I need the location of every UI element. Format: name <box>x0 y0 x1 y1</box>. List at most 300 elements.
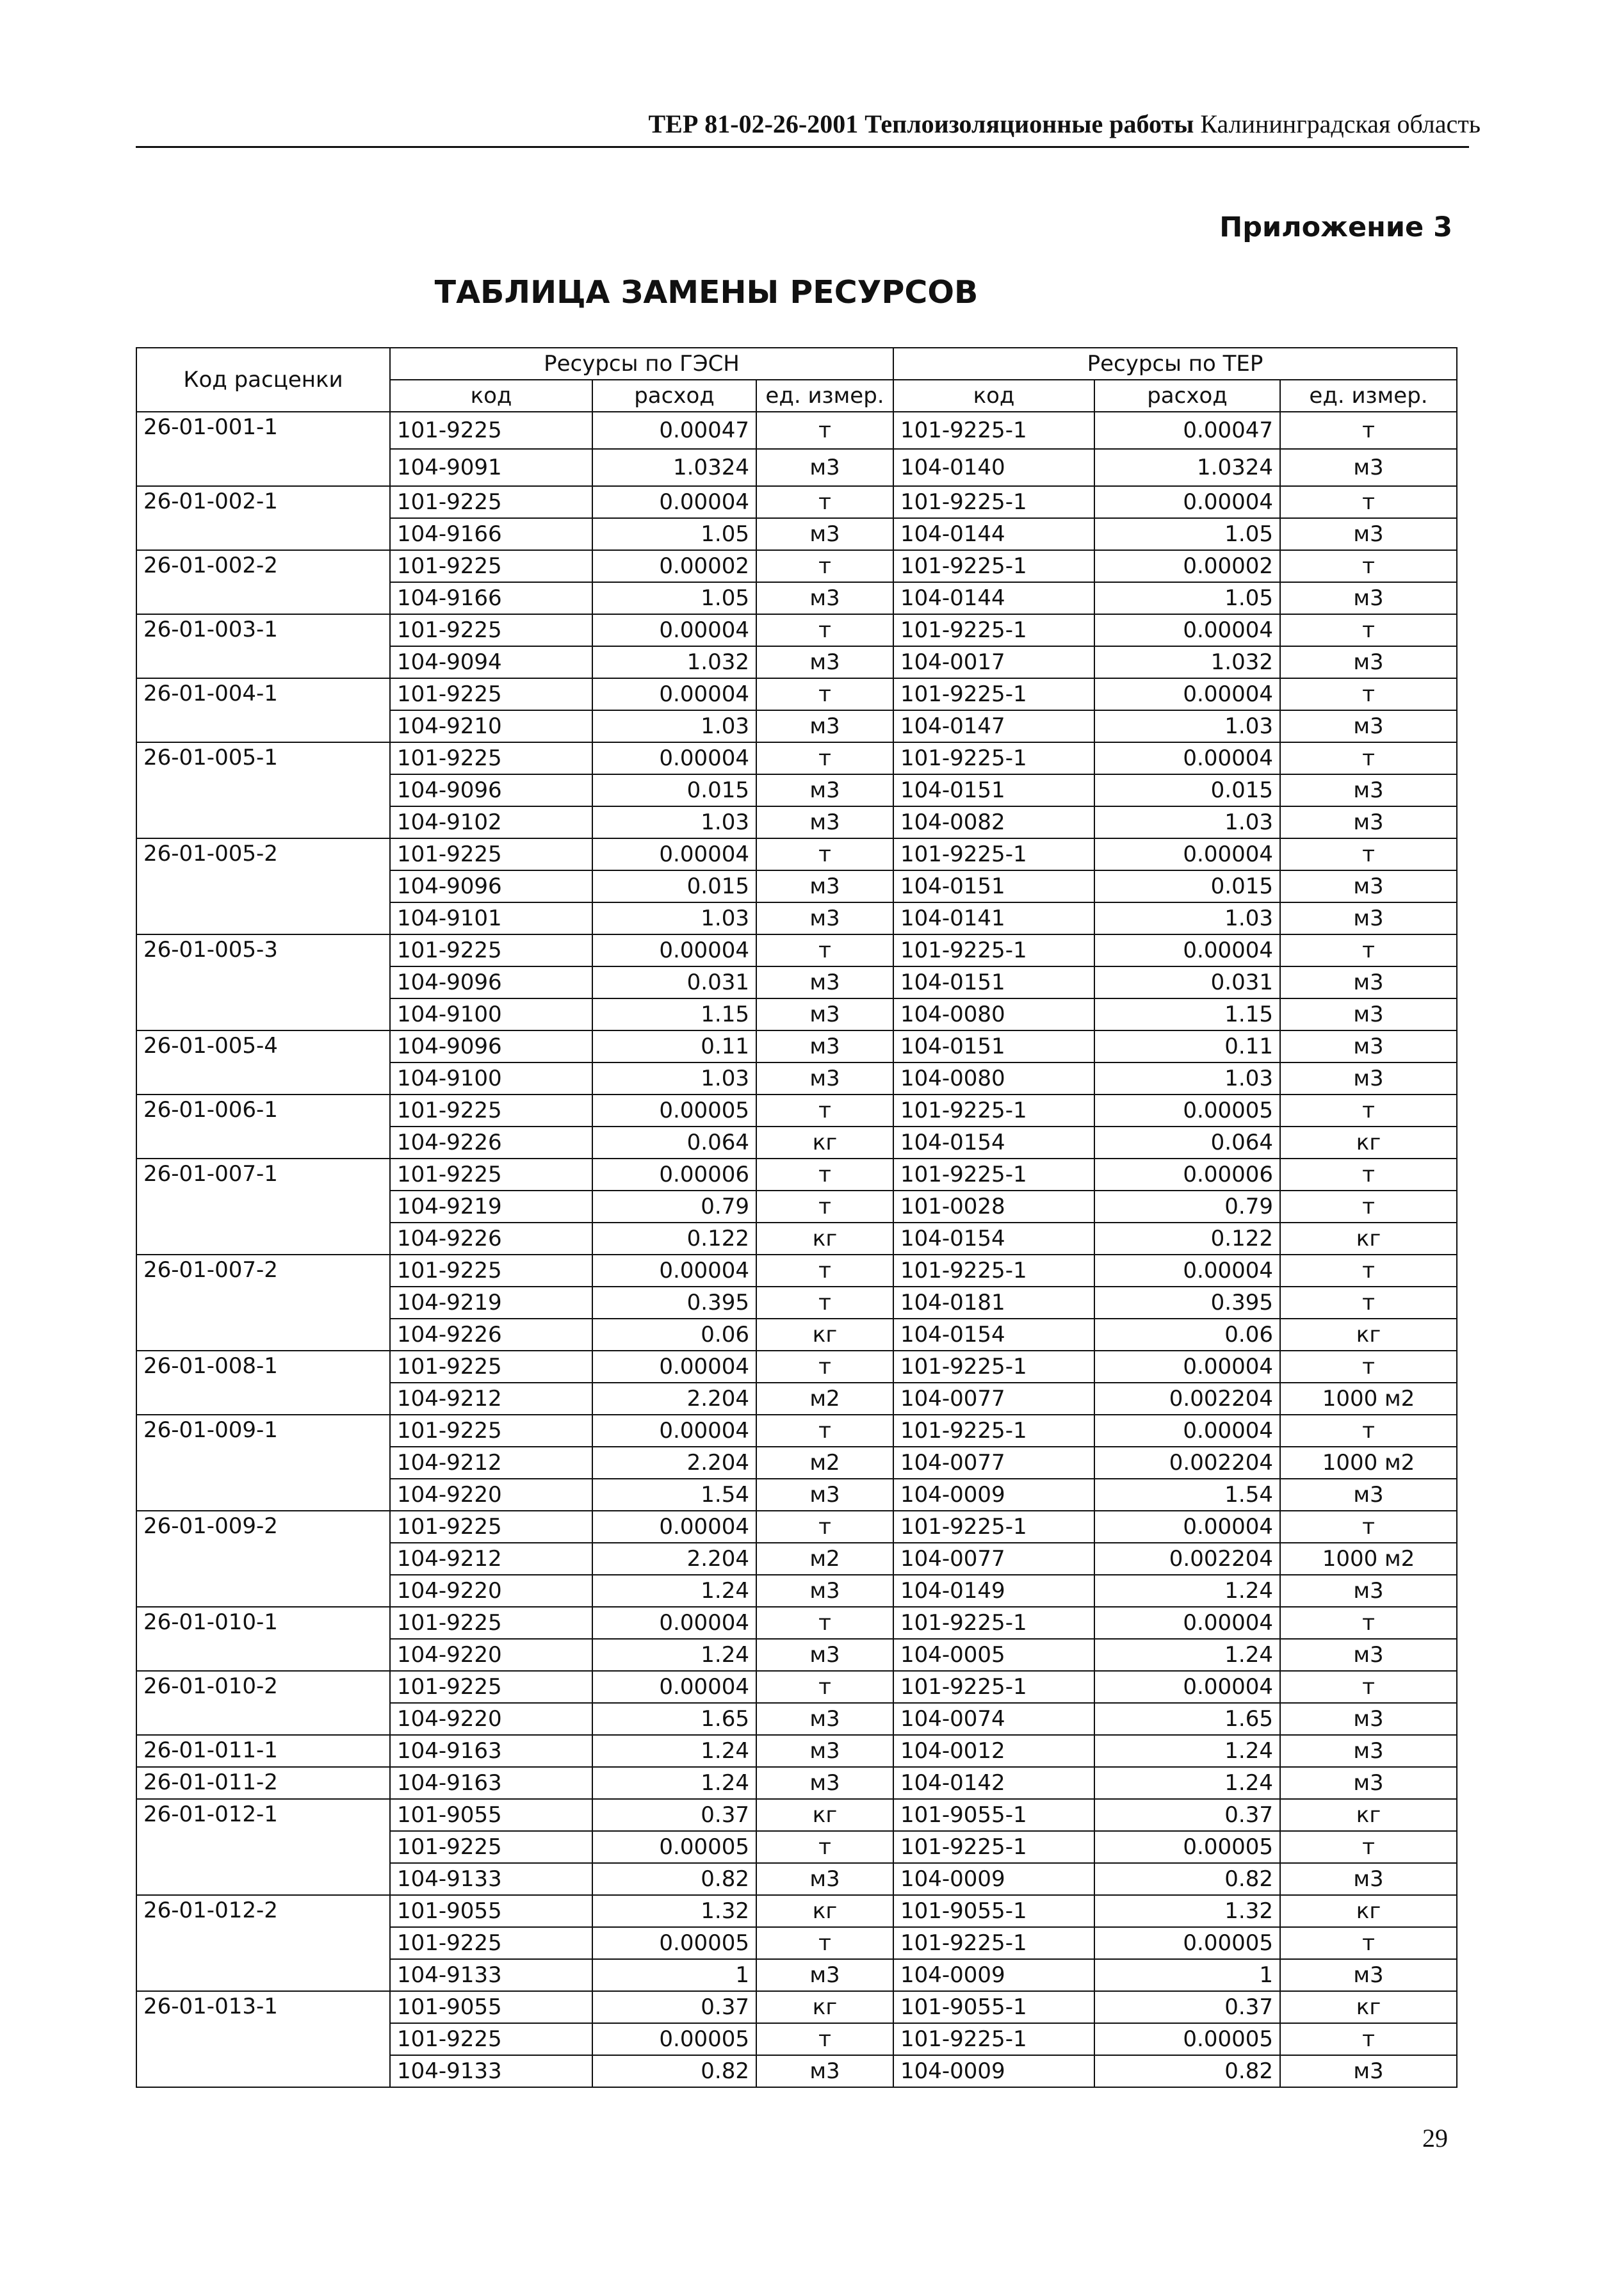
header-gesn-unit: ед. измер. <box>756 380 893 412</box>
gesn-qty-cell: 0.122 <box>592 1223 756 1255</box>
gesn-unit-cell: м3 <box>756 966 893 998</box>
ter-qty-cell: 1.15 <box>1094 998 1280 1030</box>
ter-unit-cell: м3 <box>1280 1703 1457 1735</box>
ter-unit-cell: т <box>1280 1511 1457 1543</box>
ter-qty-cell: 1 <box>1094 1959 1280 1991</box>
ter-code-cell: 101-9225-1 <box>893 412 1094 449</box>
gesn-unit-cell: м3 <box>756 582 893 614</box>
ter-unit-cell: т <box>1280 1191 1457 1223</box>
ter-qty-cell: 1.05 <box>1094 518 1280 550</box>
ter-unit-cell: т <box>1280 934 1457 966</box>
ter-unit-cell: м3 <box>1280 902 1457 934</box>
gesn-qty-cell: 1.15 <box>592 998 756 1030</box>
gesn-qty-cell: 0.00004 <box>592 1415 756 1447</box>
rate-code-cell: 26-01-011-1 <box>136 1735 390 1767</box>
table-row <box>136 486 1457 518</box>
ter-qty-cell: 0.002204 <box>1094 1543 1280 1575</box>
gesn-qty-cell: 0.00005 <box>592 1095 756 1127</box>
ter-unit-cell: м3 <box>1280 774 1457 806</box>
gesn-unit-cell: м3 <box>756 806 893 838</box>
gesn-code-cell: 104-9166 <box>390 582 592 614</box>
ter-unit-cell: м3 <box>1280 998 1457 1030</box>
ter-qty-cell: 0.00004 <box>1094 614 1280 646</box>
gesn-code-cell: 101-9225 <box>390 1511 592 1543</box>
ter-unit-cell: м3 <box>1280 966 1457 998</box>
ter-unit-cell: 1000 м2 <box>1280 1543 1457 1575</box>
gesn-unit-cell: м3 <box>756 870 893 902</box>
gesn-unit-cell: т <box>756 934 893 966</box>
ter-code-cell: 104-0151 <box>893 966 1094 998</box>
rate-code-cell: 26-01-003-1 <box>136 614 390 678</box>
gesn-qty-cell: 1.05 <box>592 518 756 550</box>
gesn-code-cell: 101-9225 <box>390 412 592 449</box>
ter-qty-cell: 0.002204 <box>1094 1447 1280 1479</box>
gesn-unit-cell: м3 <box>756 1735 893 1767</box>
rate-code-cell: 26-01-012-2 <box>136 1895 390 1991</box>
table-row <box>136 742 1457 774</box>
table-row <box>136 1511 1457 1543</box>
ter-code-cell: 101-9225-1 <box>893 678 1094 710</box>
gesn-code-cell: 104-9096 <box>390 870 592 902</box>
rate-code-cell: 26-01-005-4 <box>136 1030 390 1095</box>
gesn-qty-cell: 1.65 <box>592 1703 756 1735</box>
gesn-code-cell: 104-9219 <box>390 1191 592 1223</box>
ter-code-cell: 104-0151 <box>893 870 1094 902</box>
ter-code-cell: 104-0154 <box>893 1319 1094 1351</box>
ter-code-cell: 104-0077 <box>893 1543 1094 1575</box>
gesn-code-cell: 101-9225 <box>390 742 592 774</box>
ter-qty-cell: 1.65 <box>1094 1703 1280 1735</box>
ter-code-cell: 101-9055-1 <box>893 1895 1094 1927</box>
gesn-unit-cell: т <box>756 1671 893 1703</box>
gesn-unit-cell: м3 <box>756 710 893 742</box>
ter-unit-cell: кг <box>1280 1799 1457 1831</box>
ter-qty-cell: 1.03 <box>1094 806 1280 838</box>
gesn-qty-cell: 0.11 <box>592 1030 756 1062</box>
resource-replacement-table <box>136 347 1458 2088</box>
table-row <box>136 1415 1457 1447</box>
gesn-qty-cell: 0.00004 <box>592 934 756 966</box>
gesn-qty-cell: 1.54 <box>592 1479 756 1511</box>
gesn-unit-cell: т <box>756 550 893 582</box>
ter-unit-cell: кг <box>1280 1991 1457 2023</box>
gesn-unit-cell: м3 <box>756 1959 893 1991</box>
ter-qty-cell: 0.00004 <box>1094 1607 1280 1639</box>
ter-qty-cell: 1.24 <box>1094 1735 1280 1767</box>
gesn-qty-cell: 0.015 <box>592 870 756 902</box>
ter-code-cell: 104-0154 <box>893 1223 1094 1255</box>
gesn-code-cell: 101-9055 <box>390 1799 592 1831</box>
ter-code-cell: 104-0077 <box>893 1383 1094 1415</box>
gesn-code-cell: 101-9225 <box>390 1159 592 1191</box>
ter-code-cell: 101-9225-1 <box>893 1511 1094 1543</box>
gesn-code-cell: 101-9225 <box>390 1351 592 1383</box>
ter-code-cell: 101-0028 <box>893 1191 1094 1223</box>
gesn-qty-cell: 0.00005 <box>592 2023 756 2055</box>
ter-qty-cell: 0.00005 <box>1094 2023 1280 2055</box>
ter-qty-cell: 0.00005 <box>1094 1095 1280 1127</box>
gesn-unit-cell: кг <box>756 1223 893 1255</box>
ter-unit-cell: м3 <box>1280 806 1457 838</box>
header-rule <box>136 146 1469 148</box>
gesn-qty-cell: 0.37 <box>592 1991 756 2023</box>
ter-qty-cell: 0.82 <box>1094 1863 1280 1895</box>
ter-code-cell: 101-9225-1 <box>893 2023 1094 2055</box>
gesn-unit-cell: м3 <box>756 518 893 550</box>
ter-code-cell: 104-0009 <box>893 1479 1094 1511</box>
ter-qty-cell: 0.395 <box>1094 1287 1280 1319</box>
ter-unit-cell: м3 <box>1280 1062 1457 1095</box>
ter-code-cell: 101-9225-1 <box>893 1255 1094 1287</box>
gesn-unit-cell: м3 <box>756 1030 893 1062</box>
gesn-unit-cell: т <box>756 2023 893 2055</box>
rate-code-cell: 26-01-009-2 <box>136 1511 390 1607</box>
gesn-unit-cell: м3 <box>756 449 893 486</box>
gesn-unit-cell: м2 <box>756 1383 893 1415</box>
ter-unit-cell: т <box>1280 1671 1457 1703</box>
header-gesn-code: код <box>390 380 592 412</box>
gesn-unit-cell: т <box>756 1511 893 1543</box>
ter-qty-cell: 1.03 <box>1094 710 1280 742</box>
ter-unit-cell: кг <box>1280 1319 1457 1351</box>
ter-qty-cell: 0.00005 <box>1094 1831 1280 1863</box>
ter-unit-cell: т <box>1280 1415 1457 1447</box>
gesn-unit-cell: м3 <box>756 646 893 678</box>
gesn-qty-cell: 1 <box>592 1959 756 1991</box>
ter-qty-cell: 1.24 <box>1094 1639 1280 1671</box>
gesn-unit-cell: т <box>756 838 893 870</box>
gesn-qty-cell: 0.00004 <box>592 1351 756 1383</box>
table-row <box>136 1671 1457 1703</box>
ter-code-cell: 104-0080 <box>893 998 1094 1030</box>
ter-qty-cell: 0.00004 <box>1094 1255 1280 1287</box>
gesn-qty-cell: 1.03 <box>592 806 756 838</box>
table-row <box>136 550 1457 582</box>
ter-qty-cell: 1.24 <box>1094 1575 1280 1607</box>
ter-code-cell: 104-0077 <box>893 1447 1094 1479</box>
ter-unit-cell: т <box>1280 550 1457 582</box>
ter-code-cell: 104-0151 <box>893 1030 1094 1062</box>
gesn-unit-cell: м2 <box>756 1543 893 1575</box>
ter-code-cell: 101-9225-1 <box>893 1831 1094 1863</box>
ter-unit-cell: т <box>1280 742 1457 774</box>
ter-qty-cell: 0.37 <box>1094 1991 1280 2023</box>
gesn-unit-cell: т <box>756 614 893 646</box>
ter-qty-cell: 0.015 <box>1094 774 1280 806</box>
ter-code-cell: 104-0009 <box>893 1863 1094 1895</box>
ter-qty-cell: 0.00004 <box>1094 1511 1280 1543</box>
gesn-code-cell: 104-9163 <box>390 1735 592 1767</box>
ter-unit-cell: м3 <box>1280 1639 1457 1671</box>
gesn-code-cell: 104-9220 <box>390 1703 592 1735</box>
gesn-code-cell: 101-9225 <box>390 1671 592 1703</box>
gesn-code-cell: 104-9102 <box>390 806 592 838</box>
gesn-code-cell: 101-9225 <box>390 1927 592 1959</box>
gesn-unit-cell: м3 <box>756 1575 893 1607</box>
gesn-code-cell: 104-9100 <box>390 998 592 1030</box>
gesn-code-cell: 104-9091 <box>390 449 592 486</box>
table-row <box>136 1895 1457 1927</box>
gesn-qty-cell: 1.03 <box>592 902 756 934</box>
gesn-code-cell: 101-9225 <box>390 550 592 582</box>
ter-qty-cell: 0.11 <box>1094 1030 1280 1062</box>
gesn-unit-cell: м3 <box>756 1703 893 1735</box>
ter-qty-cell: 0.00004 <box>1094 1415 1280 1447</box>
ter-code-cell: 104-0142 <box>893 1767 1094 1799</box>
ter-code-cell: 104-0017 <box>893 646 1094 678</box>
table-row <box>136 838 1457 870</box>
ter-qty-cell: 1.24 <box>1094 1767 1280 1799</box>
ter-unit-cell: т <box>1280 486 1457 518</box>
rate-code-cell: 26-01-007-1 <box>136 1159 390 1255</box>
gesn-qty-cell: 2.204 <box>592 1383 756 1415</box>
page-number: 29 <box>1422 2124 1448 2153</box>
ter-unit-cell: т <box>1280 838 1457 870</box>
gesn-qty-cell: 0.00002 <box>592 550 756 582</box>
ter-unit-cell: м3 <box>1280 449 1457 486</box>
gesn-qty-cell: 0.395 <box>592 1287 756 1319</box>
gesn-code-cell: 101-9225 <box>390 1607 592 1639</box>
gesn-code-cell: 101-9055 <box>390 1991 592 2023</box>
ter-unit-cell: т <box>1280 1927 1457 1959</box>
gesn-code-cell: 104-9210 <box>390 710 592 742</box>
ter-code-cell: 101-9225-1 <box>893 1351 1094 1383</box>
ter-code-cell: 101-9225-1 <box>893 742 1094 774</box>
gesn-code-cell: 104-9096 <box>390 1030 592 1062</box>
gesn-qty-cell: 0.37 <box>592 1799 756 1831</box>
rate-code-cell: 26-01-013-1 <box>136 1991 390 2087</box>
gesn-qty-cell: 0.00004 <box>592 1607 756 1639</box>
rate-code-cell: 26-01-007-2 <box>136 1255 390 1351</box>
ter-qty-cell: 0.00004 <box>1094 838 1280 870</box>
header-doc-subject: Теплоизоляционные работы <box>865 110 1194 138</box>
ter-qty-cell: 1.03 <box>1094 902 1280 934</box>
gesn-unit-cell: т <box>756 1191 893 1223</box>
table-row <box>136 614 1457 646</box>
ter-code-cell: 104-0151 <box>893 774 1094 806</box>
gesn-qty-cell: 0.79 <box>592 1191 756 1223</box>
rate-code-cell: 26-01-005-3 <box>136 934 390 1030</box>
gesn-qty-cell: 2.204 <box>592 1447 756 1479</box>
gesn-code-cell: 101-9225 <box>390 486 592 518</box>
table-row <box>136 1767 1457 1799</box>
ter-code-cell: 104-0144 <box>893 582 1094 614</box>
ter-qty-cell: 0.00004 <box>1094 742 1280 774</box>
ter-unit-cell: м3 <box>1280 710 1457 742</box>
ter-qty-cell: 0.00004 <box>1094 486 1280 518</box>
gesn-code-cell: 104-9133 <box>390 1863 592 1895</box>
ter-qty-cell: 0.37 <box>1094 1799 1280 1831</box>
ter-qty-cell: 1.03 <box>1094 1062 1280 1095</box>
ter-unit-cell: т <box>1280 1255 1457 1287</box>
gesn-code-cell: 104-9133 <box>390 1959 592 1991</box>
gesn-code-cell: 101-9225 <box>390 1095 592 1127</box>
gesn-unit-cell: м2 <box>756 1447 893 1479</box>
table-row <box>136 1095 1457 1127</box>
ter-unit-cell: кг <box>1280 1223 1457 1255</box>
gesn-qty-cell: 0.00004 <box>592 1511 756 1543</box>
ter-qty-cell: 1.54 <box>1094 1479 1280 1511</box>
gesn-unit-cell: м3 <box>756 998 893 1030</box>
ter-unit-cell: м3 <box>1280 1479 1457 1511</box>
ter-code-cell: 104-0181 <box>893 1287 1094 1319</box>
ter-unit-cell: м3 <box>1280 582 1457 614</box>
ter-qty-cell: 0.00004 <box>1094 1671 1280 1703</box>
ter-unit-cell: м3 <box>1280 1735 1457 1767</box>
ter-code-cell: 101-9225-1 <box>893 1607 1094 1639</box>
ter-code-cell: 104-0012 <box>893 1735 1094 1767</box>
ter-code-cell: 104-0147 <box>893 710 1094 742</box>
rate-code-cell: 26-01-001-1 <box>136 412 390 486</box>
gesn-qty-cell: 1.05 <box>592 582 756 614</box>
ter-code-cell: 104-0009 <box>893 2055 1094 2087</box>
gesn-code-cell: 104-9100 <box>390 1062 592 1095</box>
header-ter-qty: расход <box>1094 380 1280 412</box>
gesn-qty-cell: 1.032 <box>592 646 756 678</box>
ter-code-cell: 101-9225-1 <box>893 550 1094 582</box>
gesn-qty-cell: 0.00004 <box>592 838 756 870</box>
gesn-qty-cell: 0.00005 <box>592 1831 756 1863</box>
ter-code-cell: 101-9225-1 <box>893 1095 1094 1127</box>
gesn-code-cell: 104-9226 <box>390 1319 592 1351</box>
header-doc-code: ТЕР 81-02-26-2001 <box>648 110 859 138</box>
ter-code-cell: 104-0082 <box>893 806 1094 838</box>
gesn-code-cell: 101-9225 <box>390 1415 592 1447</box>
gesn-code-cell: 101-9225 <box>390 614 592 646</box>
table-row <box>136 1735 1457 1767</box>
gesn-qty-cell: 1.0324 <box>592 449 756 486</box>
gesn-unit-cell: кг <box>756 1991 893 2023</box>
ter-unit-cell: м3 <box>1280 1767 1457 1799</box>
gesn-qty-cell: 0.015 <box>592 774 756 806</box>
gesn-qty-cell: 0.031 <box>592 966 756 998</box>
appendix-label: Приложение 3 <box>1219 211 1452 243</box>
ter-unit-cell: м3 <box>1280 2055 1457 2087</box>
gesn-unit-cell: м3 <box>756 902 893 934</box>
ter-code-cell: 101-9225-1 <box>893 486 1094 518</box>
ter-unit-cell: т <box>1280 1831 1457 1863</box>
gesn-unit-cell: т <box>756 1415 893 1447</box>
ter-unit-cell: т <box>1280 412 1457 449</box>
gesn-unit-cell: кг <box>756 1319 893 1351</box>
gesn-qty-cell: 1.03 <box>592 1062 756 1095</box>
rate-code-cell: 26-01-010-2 <box>136 1671 390 1735</box>
gesn-unit-cell: т <box>756 1287 893 1319</box>
ter-qty-cell: 0.79 <box>1094 1191 1280 1223</box>
ter-qty-cell: 0.00005 <box>1094 1927 1280 1959</box>
header-ter-unit: ед. измер. <box>1280 380 1457 412</box>
table-row <box>136 1607 1457 1639</box>
gesn-qty-cell: 0.00004 <box>592 678 756 710</box>
rate-code-cell: 26-01-011-2 <box>136 1767 390 1799</box>
ter-unit-cell: т <box>1280 2023 1457 2055</box>
gesn-code-cell: 101-9055 <box>390 1895 592 1927</box>
gesn-unit-cell: кг <box>756 1799 893 1831</box>
running-header <box>136 109 1481 139</box>
ter-qty-cell: 0.122 <box>1094 1223 1280 1255</box>
ter-code-cell: 104-0149 <box>893 1575 1094 1607</box>
gesn-unit-cell: т <box>756 1607 893 1639</box>
gesn-qty-cell: 0.82 <box>592 1863 756 1895</box>
gesn-code-cell: 104-9212 <box>390 1383 592 1415</box>
gesn-unit-cell: т <box>756 742 893 774</box>
gesn-unit-cell: м3 <box>756 1863 893 1895</box>
rate-code-cell: 26-01-008-1 <box>136 1351 390 1415</box>
table-row <box>136 1351 1457 1383</box>
table-body <box>136 412 1457 2087</box>
ter-unit-cell: м3 <box>1280 1575 1457 1607</box>
gesn-qty-cell: 1.24 <box>592 1735 756 1767</box>
gesn-qty-cell: 1.03 <box>592 710 756 742</box>
header-rate-code: Код расценки <box>136 348 390 412</box>
gesn-qty-cell: 1.24 <box>592 1767 756 1799</box>
ter-code-cell: 101-9225-1 <box>893 934 1094 966</box>
gesn-qty-cell: 0.00005 <box>592 1927 756 1959</box>
ter-code-cell: 101-9225-1 <box>893 1671 1094 1703</box>
rate-code-cell: 26-01-012-1 <box>136 1799 390 1895</box>
ter-unit-cell: м3 <box>1280 870 1457 902</box>
gesn-unit-cell: кг <box>756 1127 893 1159</box>
table-row <box>136 934 1457 966</box>
ter-unit-cell: т <box>1280 1287 1457 1319</box>
ter-unit-cell: 1000 м2 <box>1280 1383 1457 1415</box>
header-ter-code: код <box>893 380 1094 412</box>
gesn-qty-cell: 0.00004 <box>592 614 756 646</box>
ter-qty-cell: 0.00004 <box>1094 1351 1280 1383</box>
gesn-code-cell: 104-9220 <box>390 1479 592 1511</box>
ter-code-cell: 104-0154 <box>893 1127 1094 1159</box>
gesn-qty-cell: 0.00004 <box>592 742 756 774</box>
gesn-unit-cell: т <box>756 412 893 449</box>
rate-code-cell: 26-01-002-1 <box>136 486 390 550</box>
ter-code-cell: 101-9055-1 <box>893 1799 1094 1831</box>
gesn-qty-cell: 1.24 <box>592 1639 756 1671</box>
gesn-code-cell: 101-9225 <box>390 934 592 966</box>
header-gesn-qty: расход <box>592 380 756 412</box>
ter-code-cell: 104-0141 <box>893 902 1094 934</box>
gesn-qty-cell: 1.24 <box>592 1575 756 1607</box>
ter-qty-cell: 0.064 <box>1094 1127 1280 1159</box>
ter-unit-cell: т <box>1280 1351 1457 1383</box>
gesn-code-cell: 104-9226 <box>390 1223 592 1255</box>
gesn-qty-cell: 0.00004 <box>592 486 756 518</box>
gesn-qty-cell: 2.204 <box>592 1543 756 1575</box>
ter-code-cell: 104-0080 <box>893 1062 1094 1095</box>
ter-qty-cell: 1.0324 <box>1094 449 1280 486</box>
gesn-code-cell: 101-9225 <box>390 2023 592 2055</box>
ter-code-cell: 101-9055-1 <box>893 1991 1094 2023</box>
ter-code-cell: 101-9225-1 <box>893 1415 1094 1447</box>
ter-unit-cell: т <box>1280 1159 1457 1191</box>
ter-unit-cell: м3 <box>1280 518 1457 550</box>
gesn-unit-cell: т <box>756 1831 893 1863</box>
gesn-code-cell: 104-9166 <box>390 518 592 550</box>
table-row <box>136 1255 1457 1287</box>
gesn-code-cell: 104-9133 <box>390 2055 592 2087</box>
gesn-unit-cell: т <box>756 678 893 710</box>
header-region: Калининградская область <box>1200 110 1481 138</box>
header-ter-group: Ресурсы по ТЕР <box>893 348 1457 380</box>
table-row <box>136 678 1457 710</box>
ter-qty-cell: 0.031 <box>1094 966 1280 998</box>
table-row <box>136 1030 1457 1062</box>
gesn-code-cell: 104-9212 <box>390 1447 592 1479</box>
gesn-code-cell: 104-9163 <box>390 1767 592 1799</box>
table-row <box>136 412 1457 449</box>
rate-code-cell: 26-01-010-1 <box>136 1607 390 1671</box>
gesn-unit-cell: м3 <box>756 2055 893 2087</box>
rate-code-cell: 26-01-005-1 <box>136 742 390 838</box>
